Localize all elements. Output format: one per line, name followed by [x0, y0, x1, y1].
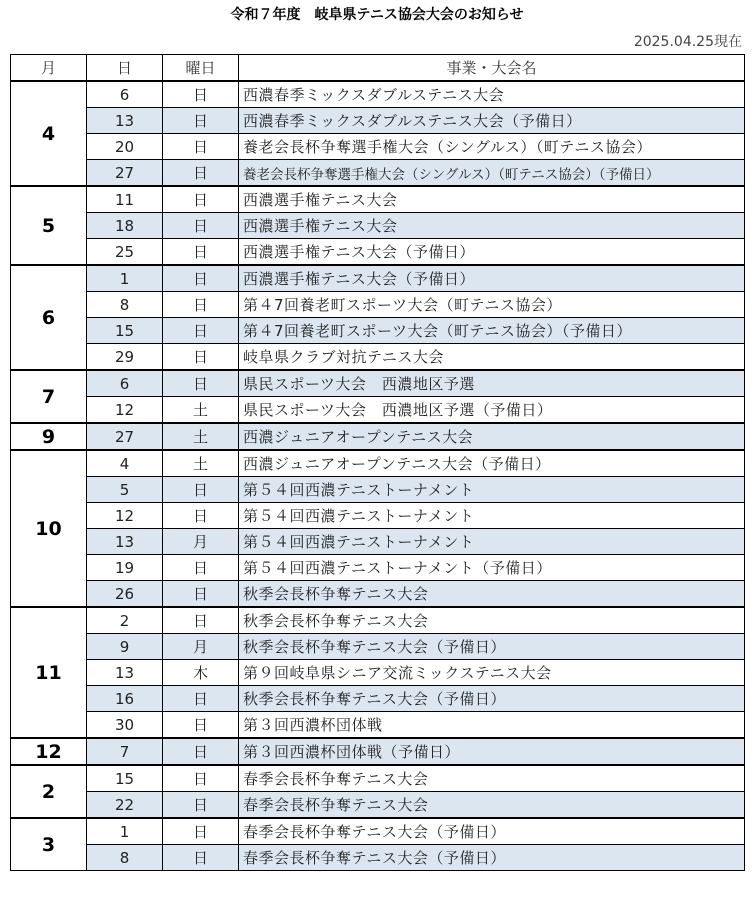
event-cell: 第５４回西濃テニストーナメント	[239, 477, 745, 503]
weekday-cell: 日	[163, 134, 239, 160]
event-cell: 第４7回養老町スポーツ大会（町テニス協会）（予備日）	[239, 318, 745, 344]
month-cell: 12	[11, 738, 87, 765]
weekday-cell: 日	[163, 318, 239, 344]
table-row	[11, 686, 745, 712]
table-row	[11, 555, 745, 581]
day-cell: 1	[87, 265, 163, 292]
event-cell: 養老会長杯争奪選手権大会（シングルス）（町テニス協会）	[239, 134, 745, 160]
event-cell: 西濃選手権テニス大会	[239, 186, 745, 213]
schedule-body	[11, 81, 745, 871]
weekday-cell: 日	[163, 239, 239, 266]
table-row	[11, 660, 745, 686]
day-cell: 27	[87, 160, 163, 187]
table-row	[11, 160, 745, 187]
weekday-cell: 日	[163, 370, 239, 397]
day-cell: 13	[87, 660, 163, 686]
event-cell: 秋季会長杯争奪テニス大会（予備日）	[239, 686, 745, 712]
weekday-cell: 土	[163, 423, 239, 450]
weekday-cell: 日	[163, 265, 239, 292]
day-cell: 6	[87, 81, 163, 108]
header-month: 月	[11, 55, 87, 82]
weekday-cell: 日	[163, 818, 239, 845]
day-cell: 1	[87, 818, 163, 845]
month-cell: 3	[11, 818, 87, 871]
weekday-cell: 日	[163, 477, 239, 503]
table-row	[11, 818, 745, 845]
month-cell: 9	[11, 423, 87, 450]
table-row	[11, 318, 745, 344]
weekday-cell: 日	[163, 108, 239, 134]
weekday-cell: 日	[163, 712, 239, 739]
table-header-row	[11, 55, 745, 82]
event-cell: 春季会長杯争奪テニス大会	[239, 792, 745, 819]
table-row	[11, 581, 745, 608]
weekday-cell: 日	[163, 160, 239, 187]
month-cell: 11	[11, 607, 87, 738]
weekday-cell: 月	[163, 634, 239, 660]
day-cell: 15	[87, 318, 163, 344]
table-row	[11, 186, 745, 213]
weekday-cell: 日	[163, 792, 239, 819]
table-row	[11, 397, 745, 424]
table-row	[11, 213, 745, 239]
table-row	[11, 81, 745, 108]
day-cell: 15	[87, 765, 163, 792]
table-row	[11, 738, 745, 765]
day-cell: 6	[87, 370, 163, 397]
event-cell: 春季会長杯争奪テニス大会（予備日）	[239, 818, 745, 845]
event-cell: 西濃春季ミックスダブルステニス大会	[239, 81, 745, 108]
schedule-table	[10, 54, 745, 871]
day-cell: 25	[87, 239, 163, 266]
day-cell: 30	[87, 712, 163, 739]
header-day: 日	[87, 55, 163, 82]
table-row	[11, 792, 745, 819]
weekday-cell: 日	[163, 186, 239, 213]
weekday-cell: 日	[163, 503, 239, 529]
event-cell: 西濃選手権テニス大会（予備日）	[239, 265, 745, 292]
day-cell: 7	[87, 738, 163, 765]
weekday-cell: 日	[163, 581, 239, 608]
day-cell: 12	[87, 503, 163, 529]
weekday-cell: 日	[163, 765, 239, 792]
table-row	[11, 265, 745, 292]
event-cell: 第５４回西濃テニストーナメント	[239, 503, 745, 529]
weekday-cell: 日	[163, 845, 239, 871]
month-cell: 10	[11, 450, 87, 607]
weekday-cell: 月	[163, 529, 239, 555]
table-row	[11, 765, 745, 792]
table-row	[11, 108, 745, 134]
weekday-cell: 日	[163, 344, 239, 371]
header-event: 事業・大会名	[239, 55, 745, 82]
day-cell: 20	[87, 134, 163, 160]
weekday-cell: 木	[163, 660, 239, 686]
table-row	[11, 239, 745, 266]
month-cell: 7	[11, 370, 87, 423]
event-cell: 第５４回西濃テニストーナメント（予備日）	[239, 555, 745, 581]
day-cell: 27	[87, 423, 163, 450]
table-row	[11, 845, 745, 871]
table-row	[11, 477, 745, 503]
weekday-cell: 日	[163, 686, 239, 712]
table-row	[11, 712, 745, 739]
weekday-cell: 日	[163, 738, 239, 765]
event-cell: 春季会長杯争奪テニス大会（予備日）	[239, 845, 745, 871]
day-cell: 9	[87, 634, 163, 660]
day-cell: 29	[87, 344, 163, 371]
event-cell: 秋季会長杯争奪テニス大会	[239, 581, 745, 608]
event-cell: 西濃春季ミックスダブルステニス大会（予備日）	[239, 108, 745, 134]
event-cell: 第５４回西濃テニストーナメント	[239, 529, 745, 555]
month-cell: 6	[11, 265, 87, 370]
event-cell: 第３回西濃杯団体戦（予備日）	[239, 738, 745, 765]
table-row	[11, 370, 745, 397]
weekday-cell: 土	[163, 397, 239, 424]
day-cell: 18	[87, 213, 163, 239]
day-cell: 8	[87, 845, 163, 871]
event-cell: 第４7回養老町スポーツ大会（町テニス協会）	[239, 292, 745, 318]
day-cell: 11	[87, 186, 163, 213]
page-title: 令和７年度 岐阜県テニス協会大会のお知らせ	[230, 7, 524, 23]
event-cell: 県民スポーツ大会 西濃地区予選	[239, 370, 745, 397]
weekday-cell: 日	[163, 292, 239, 318]
day-cell: 19	[87, 555, 163, 581]
table-row	[11, 503, 745, 529]
day-cell: 8	[87, 292, 163, 318]
table-row	[11, 292, 745, 318]
table-row	[11, 529, 745, 555]
month-cell: 4	[11, 81, 87, 186]
table-row	[11, 634, 745, 660]
table-row	[11, 423, 745, 450]
day-cell: 12	[87, 397, 163, 424]
day-cell: 4	[87, 450, 163, 477]
weekday-cell: 日	[163, 607, 239, 634]
event-cell: 西濃選手権テニス大会	[239, 213, 745, 239]
event-cell: 西濃選手権テニス大会（予備日）	[239, 239, 745, 266]
table-row	[11, 450, 745, 477]
day-cell: 2	[87, 607, 163, 634]
event-cell: 県民スポーツ大会 西濃地区予選（予備日）	[239, 397, 745, 424]
day-cell: 16	[87, 686, 163, 712]
day-cell: 13	[87, 108, 163, 134]
month-cell: 2	[11, 765, 87, 818]
table-row	[11, 344, 745, 371]
event-cell: 西濃ジュニアオープンテニス大会（予備日）	[239, 450, 745, 477]
event-cell: 養老会長杯争奪選手権大会（シングルス）（町テニス協会）（予備日）	[239, 160, 745, 187]
weekday-cell: 日	[163, 81, 239, 108]
day-cell: 5	[87, 477, 163, 503]
table-row	[11, 134, 745, 160]
event-cell: 春季会長杯争奪テニス大会	[239, 765, 745, 792]
table-row	[11, 607, 745, 634]
event-cell: 西濃ジュニアオープンテニス大会	[239, 423, 745, 450]
event-cell: 第３回西濃杯団体戦	[239, 712, 745, 739]
day-cell: 13	[87, 529, 163, 555]
header-weekday: 曜日	[163, 55, 239, 82]
weekday-cell: 日	[163, 555, 239, 581]
weekday-cell: 日	[163, 213, 239, 239]
day-cell: 26	[87, 581, 163, 608]
event-cell: 秋季会長杯争奪テニス大会（予備日）	[239, 634, 745, 660]
event-cell: 岐阜県クラブ対抗テニス大会	[239, 344, 745, 371]
event-cell: 秋季会長杯争奪テニス大会	[239, 607, 745, 634]
as-of-date: 2025.04.25現在	[633, 34, 742, 50]
day-cell: 22	[87, 792, 163, 819]
event-cell: 第９回岐阜県シニア交流ミックステニス大会	[239, 660, 745, 686]
month-cell: 5	[11, 186, 87, 265]
weekday-cell: 土	[163, 450, 239, 477]
